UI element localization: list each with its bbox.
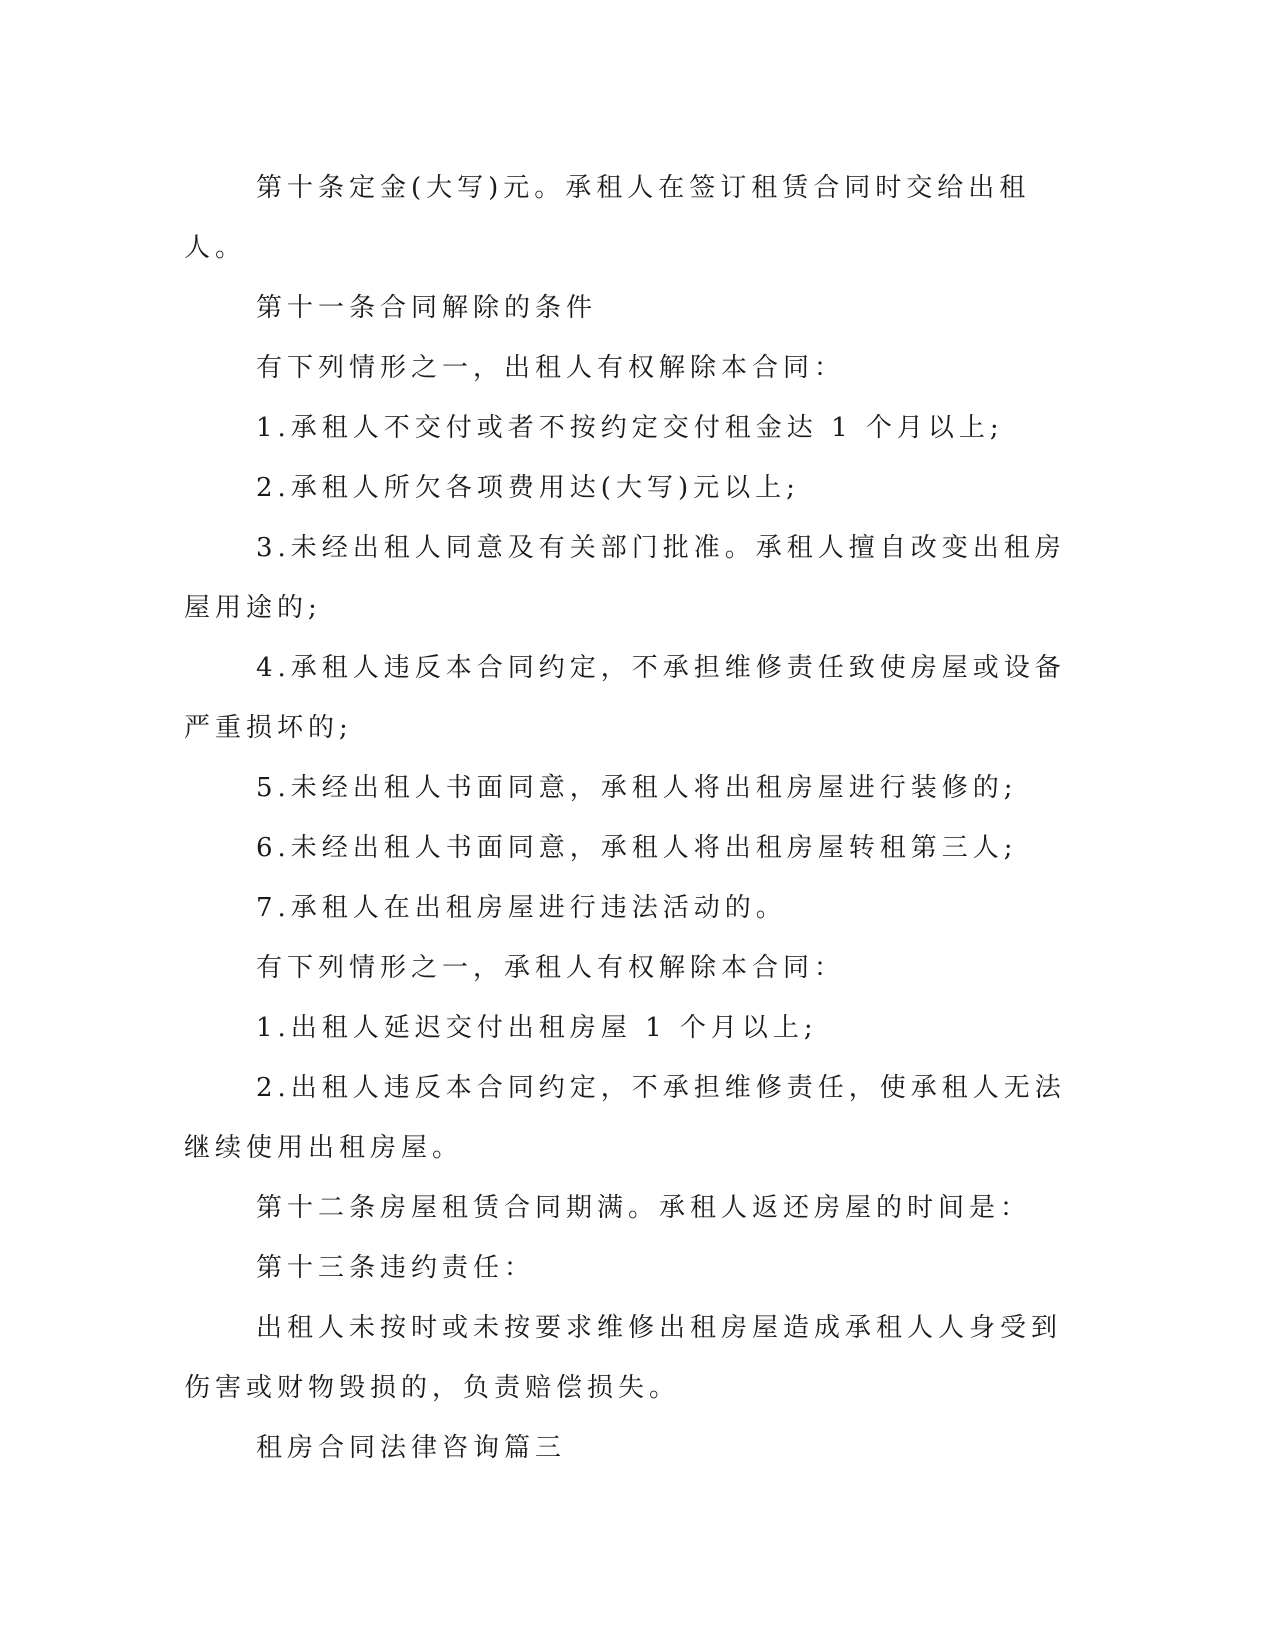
lessor-condition-1: 1.承租人不交付或者不按约定交付租金达 1 个月以上;	[256, 413, 1004, 443]
lessor-condition-4: 4.承租人违反本合同约定，不承担维修责任致使房屋或设备严重损坏的;	[184, 653, 1066, 743]
clause-thirteen-body: 出租人未按时或未按要求维修出租房屋造成承租人人身受到伤害或财物毁损的，负责赔偿损失。	[184, 1313, 1063, 1403]
lessor-condition-7: 7.承租人在出租房屋进行违法活动的。	[256, 893, 787, 923]
lessor-condition-2: 2.承租人所欠各项费用达(大写)元以上;	[256, 473, 800, 503]
lessee-condition-2: 2.出租人违反本合同约定，不承担维修责任，使承租人无法继续使用出租房屋。	[184, 1073, 1066, 1163]
clause-eleven-heading: 第十一条合同解除的条件	[256, 293, 598, 323]
lessor-condition-6: 6.未经出租人书面同意，承租人将出租房屋转租第三人;	[256, 833, 1018, 863]
lessor-termination-intro: 有下列情形之一，出租人有权解除本合同：	[256, 353, 846, 383]
lessee-condition-1: 1.出租人延迟交付出租房屋 1 个月以上;	[256, 1013, 818, 1043]
section-title-part-three: 租房合同法律咨询篇三	[256, 1433, 567, 1463]
clause-thirteen-heading: 第十三条违约责任：	[256, 1253, 536, 1283]
lessor-condition-5: 5.未经出租人书面同意，承租人将出租房屋进行装修的;	[256, 773, 1018, 803]
clause-ten-deposit: 第十条定金(大写)元。承租人在签订租赁合同时交给出租人。	[184, 173, 1031, 263]
clause-twelve-return: 第十二条房屋租赁合同期满。承租人返还房屋的时间是：	[256, 1193, 1032, 1223]
document-body	[184, 158, 1084, 1478]
lessee-termination-intro: 有下列情形之一，承租人有权解除本合同：	[256, 953, 846, 983]
lessor-condition-3: 3.未经出租人同意及有关部门批准。承租人擅自改变出租房屋用途的;	[184, 533, 1066, 623]
